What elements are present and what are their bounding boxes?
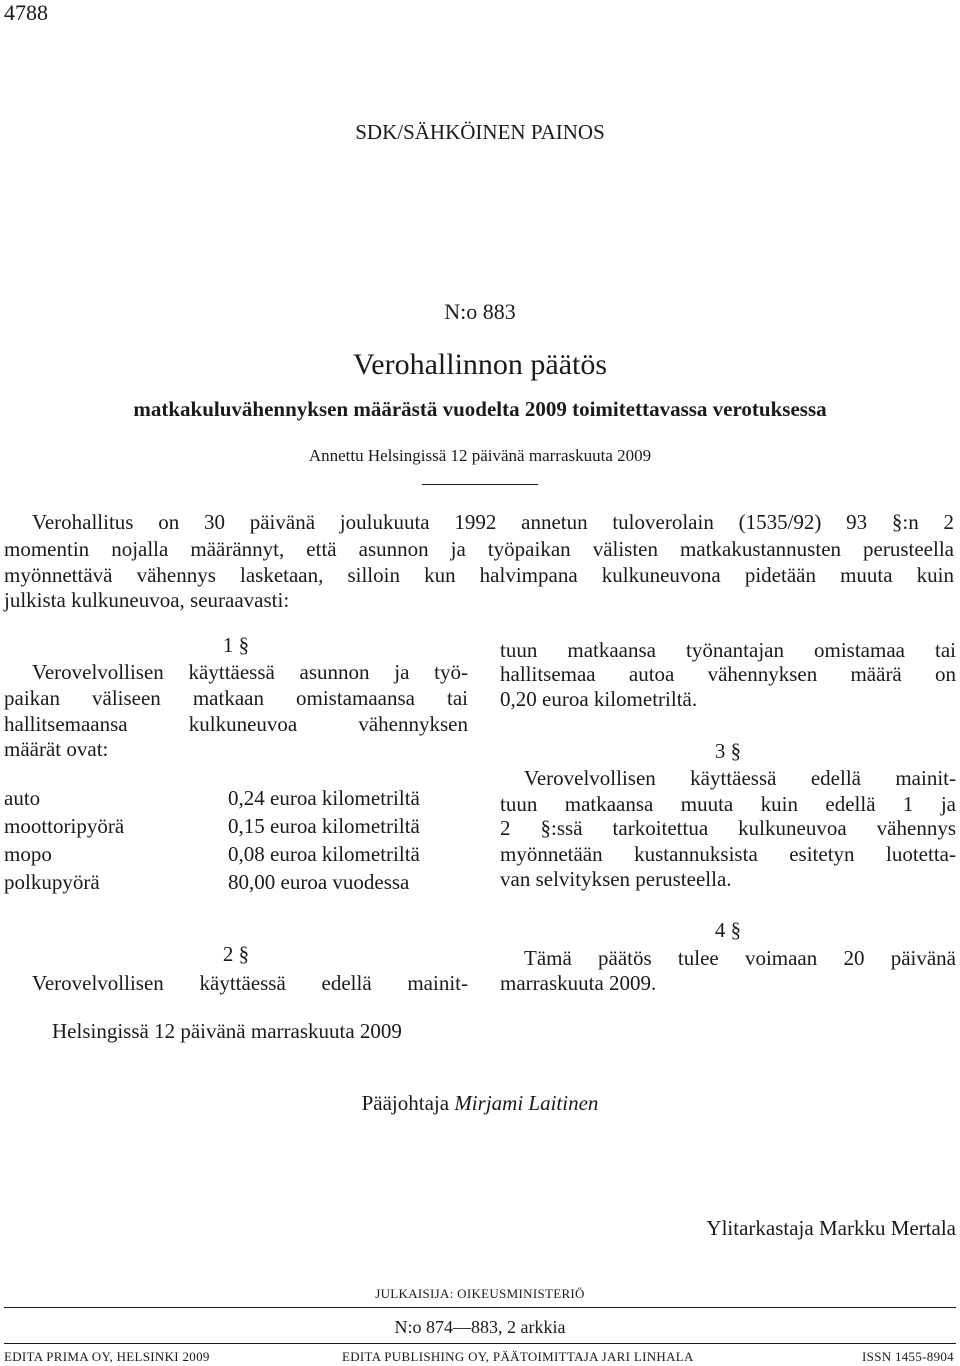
place-date: Helsingissä 12 päivänä marraskuuta 2009	[52, 1019, 402, 1043]
section-2-line: 0,20 euroa kilometriltä.	[500, 687, 698, 711]
intro-line: Verohallitus on 30 päivänä joulukuuta 1992 annetun tuloverolain (1535/92) 93 §:n 2	[32, 510, 954, 534]
rate-amount: 0,08 euroa kilometriltä	[228, 842, 420, 866]
rate-amount: 0,15 euroa kilometriltä	[228, 814, 420, 838]
rate-vehicle: auto	[4, 786, 41, 810]
section-3-line: Verovelvollisen käyttäessä edellä mainit-	[524, 766, 956, 790]
document-title: Verohallinnon päätös	[352, 348, 608, 381]
rate-vehicle: mopo	[4, 842, 52, 866]
document-number: N:o 883	[444, 299, 516, 324]
section-4-heading: 4 §	[714, 918, 742, 942]
footer-issn: ISSN 1455-8904	[862, 1349, 954, 1364]
rate-vehicle: polkupyörä	[4, 870, 100, 894]
section-4-line: Tämä päätös tulee voimaan 20 päivänä	[524, 946, 956, 970]
section-4-line: marraskuuta 2009.	[500, 971, 657, 995]
section-3-line: 2 §:ssä tarkoitettua kulkuneuvoa vähennys	[500, 816, 956, 840]
section-3-line: tuun matkaansa muuta kuin edellä 1 ja	[500, 792, 956, 816]
section-1-line: paikan väliseen matkaan omistamaansa tai	[4, 686, 468, 710]
section-2-heading: 2 §	[222, 942, 250, 966]
title-divider	[422, 484, 538, 485]
intro-line: momentin nojalla määrännyt, että asunnon ja työpaikan välisten matkakustannusten perusteella	[4, 537, 954, 561]
section-2-line: Verovelvollisen käyttäessä edellä mainit-	[32, 971, 468, 995]
section-1-line: hallitsemaansa kulkuneuvoa vähennyksen	[4, 712, 468, 736]
edition-label: SDK/SÄHKÖINEN PAINOS	[355, 120, 605, 144]
footer-publisher: JULKAISIJA: OIKEUSMINISTERIÖ	[375, 1286, 585, 1301]
footer-issue-range: N:o 874—883, 2 arkkia	[394, 1317, 566, 1337]
section-2-line: hallitsemaa autoa vähennyksen määrä on	[500, 662, 956, 686]
footer-top-rule	[4, 1307, 956, 1308]
section-3-heading: 3 §	[714, 739, 742, 763]
signatory-secondary: Ylitarkastaja Markku Mertala	[706, 1216, 956, 1240]
footer-editor: EDITA PUBLISHING OY, PÄÄTOIMITTAJA JARI LINHALA	[342, 1349, 694, 1364]
rate-vehicle: moottoripyörä	[4, 814, 125, 838]
section-1-line: Verovelvollisen käyttäessä asunnon ja työ-	[32, 660, 468, 684]
section-1-line: määrät ovat:	[4, 737, 109, 761]
rate-amount: 0,24 euroa kilometriltä	[228, 786, 420, 810]
document-subtitle: matkakuluvähennyksen määrästä vuodelta 2009 toimitettavassa verotuksessa	[133, 397, 827, 421]
section-2-line: tuun matkaansa työnantajan omistamaa tai	[500, 638, 956, 662]
page-number: 4788	[4, 0, 48, 25]
issued-date: Annettu Helsingissä 12 päivänä marraskuuta 2009	[308, 446, 652, 465]
rate-amount: 80,00 euroa vuodessa	[228, 870, 410, 894]
intro-line: julkista kulkuneuvoa, seuraavasti:	[4, 588, 290, 612]
footer-printer: EDITA PRIMA OY, HELSINKI 2009	[4, 1349, 210, 1364]
intro-line: myönnettävä vähennys lasketaan, silloin kun halvimpana kulkuneuvona pidetään muuta kuin	[4, 563, 954, 587]
footer-bottom-rule	[4, 1343, 956, 1344]
signatory-role: Pääjohtaja	[361, 1091, 450, 1115]
signatory-name: Mirjami Laitinen	[454, 1091, 599, 1115]
section-3-line: van selvityksen perusteella.	[500, 867, 732, 891]
section-1-heading: 1 §	[222, 633, 250, 657]
signatory-main	[0, 1091, 960, 1116]
section-3-line: myönnetään kustannuksista esitetyn luotetta-	[500, 842, 956, 866]
